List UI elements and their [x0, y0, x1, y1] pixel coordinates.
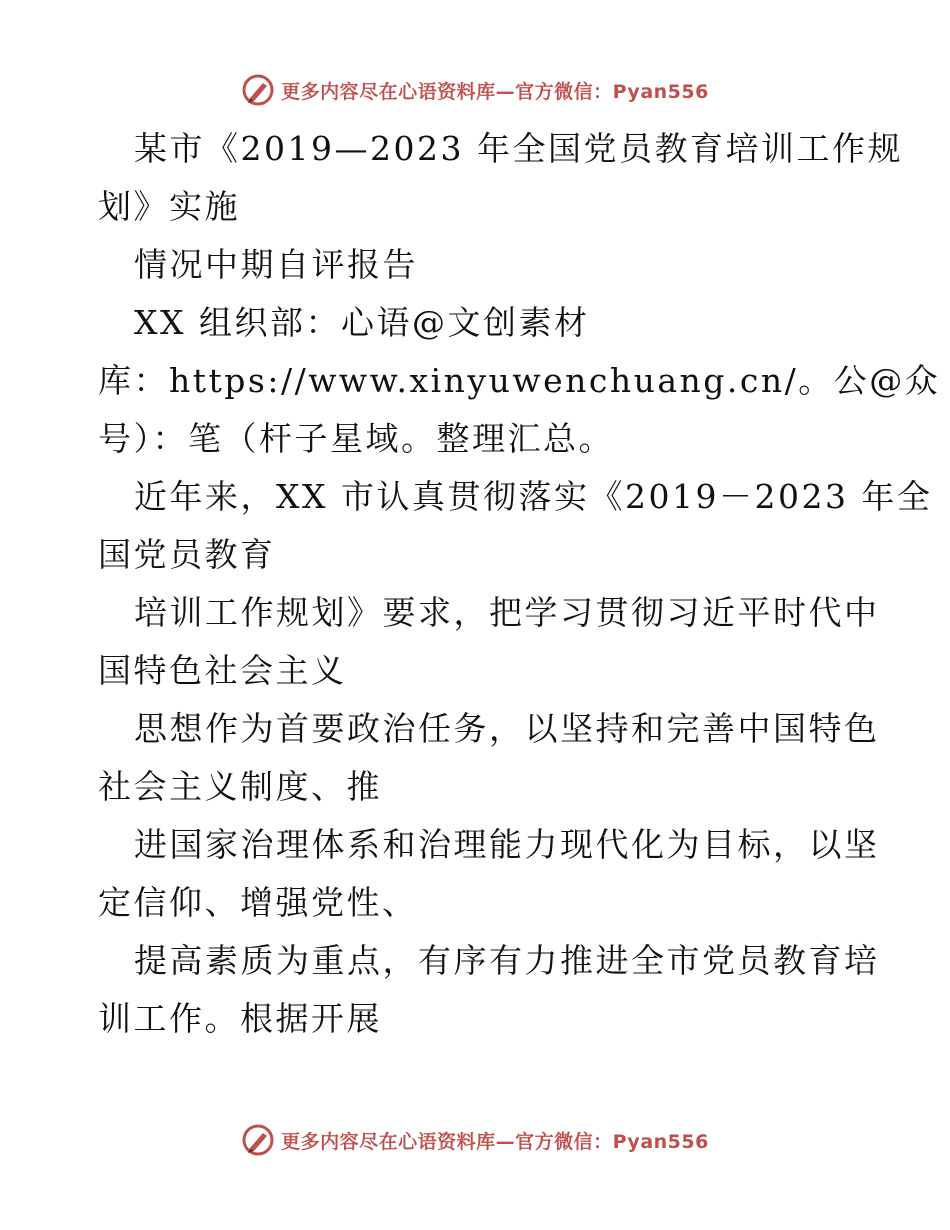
- text-line: 情况中期自评报告: [134, 245, 418, 284]
- text-line: 定信仰、增强党性、: [98, 883, 418, 922]
- text-line: 划》实施: [98, 187, 240, 226]
- text-line: 社会主义制度、推: [98, 767, 382, 806]
- text-line: 思想作为首要政治任务，以坚持和完善中国特色: [134, 709, 880, 748]
- text-line: 进国家治理体系和治理能力现代化为目标，以坚: [134, 825, 880, 864]
- text-line: 近年来，XX 市认真贯彻落实《2019－2023 年全: [134, 477, 933, 516]
- pen-logo-icon: [241, 1123, 275, 1157]
- text-line: 号）：笔（杆子星域。整理汇总。: [98, 419, 614, 458]
- text-line: 培训工作规划》要求，把学习贯彻习近平时代中: [134, 593, 880, 632]
- text-line: 国特色社会主义: [98, 651, 347, 690]
- pen-logo-icon: [241, 73, 275, 107]
- header-watermark-banner: [0, 70, 950, 110]
- text-line: 某市《2019—2023 年全国党员教育培训工作规: [134, 129, 903, 168]
- header-watermark-text: 更多内容尽在心语资料库—官方微信：Pyan556: [281, 80, 709, 103]
- text-line: 库：https://www.xinyuwenchuang.cn/。公@众: [98, 361, 941, 400]
- text-line: 国党员教育: [98, 535, 276, 574]
- text-line: XX 组织部：心语@文创素材: [134, 303, 590, 342]
- text-line: 训工作。根据开展: [98, 999, 382, 1038]
- footer-watermark-banner: [0, 1120, 950, 1160]
- text-line: 提高素质为重点，有序有力推进全市党员教育培: [134, 941, 880, 980]
- footer-watermark-text: 更多内容尽在心语资料库—官方微信：Pyan556: [281, 1130, 709, 1153]
